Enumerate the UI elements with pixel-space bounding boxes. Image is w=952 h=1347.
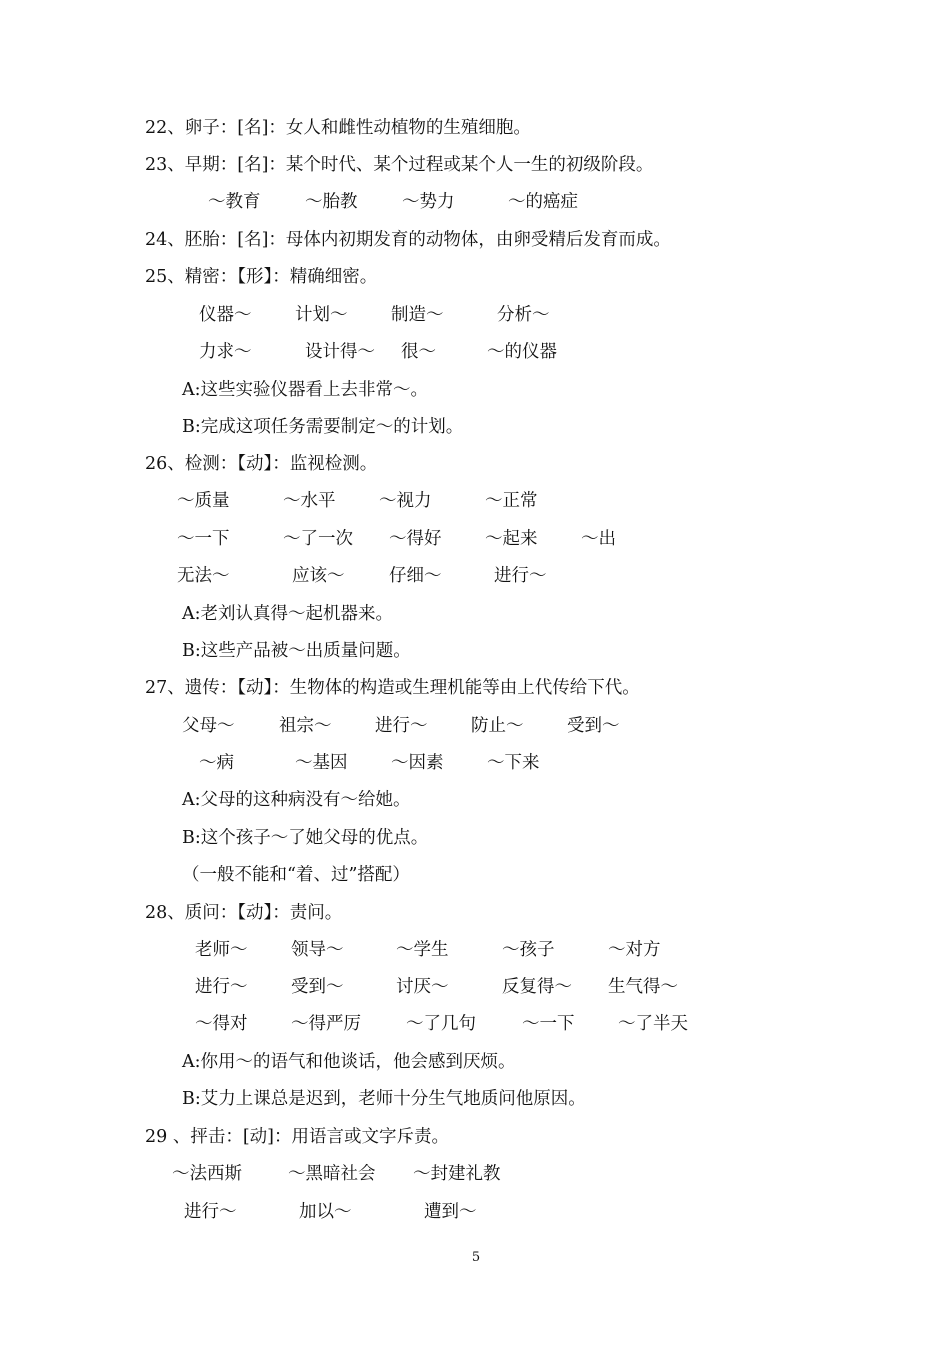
collocation: 进行～ <box>494 566 547 586</box>
collocation: ～法西斯 <box>172 1164 242 1184</box>
entry-28-definition: 28、质问：【动】：责问。 <box>145 903 343 923</box>
entry-25-example-a: A:这些实验仪器看上去非常～。 <box>182 380 429 400</box>
collocation: ～水平 <box>283 491 336 511</box>
collocation: 很～ <box>401 342 436 362</box>
collocation: ～封建礼教 <box>413 1164 501 1184</box>
collocation: ～势力 <box>402 192 455 212</box>
collocation: 加以～ <box>299 1202 352 1222</box>
collocation: ～一下 <box>177 529 230 549</box>
entry-27-example-b: B:这个孩子～了她父母的优点。 <box>182 828 429 848</box>
collocation: ～对方 <box>608 940 661 960</box>
collocation: 应该～ <box>292 566 345 586</box>
collocation: 遭到～ <box>424 1202 477 1222</box>
entry-27-example-a: A:父母的这种病没有～给她。 <box>182 790 411 810</box>
collocation: 进行～ <box>375 716 428 736</box>
collocation: 无法～ <box>177 566 230 586</box>
entry-28-example-b: B:艾力上课总是迟到，老师十分生气地质问他原因。 <box>182 1089 586 1109</box>
collocation: 仪器～ <box>199 305 252 325</box>
collocation: 分析～ <box>497 305 550 325</box>
collocation: ～下来 <box>487 753 540 773</box>
collocation: 生气得～ <box>608 977 678 997</box>
collocation: ～得严厉 <box>291 1014 361 1034</box>
collocation: ～出 <box>581 529 616 549</box>
collocation: ～教育 <box>208 192 261 212</box>
entry-27-note: （一般不能和“着、过”搭配） <box>182 865 410 885</box>
collocation: ～一下 <box>522 1014 575 1034</box>
collocation: 反复得～ <box>502 977 572 997</box>
collocation: ～学生 <box>396 940 449 960</box>
collocation: ～病 <box>199 753 234 773</box>
collocation: 讨厌～ <box>396 977 449 997</box>
page-number: 5 <box>471 1250 481 1265</box>
entry-25-definition: 25、精密：【形】：精确细密。 <box>145 267 378 287</box>
collocation: 受到～ <box>291 977 344 997</box>
entry-26-example-b: B:这些产品被～出质量问题。 <box>182 641 411 661</box>
collocation: ～了几句 <box>406 1014 476 1034</box>
collocation: 设计得～ <box>305 342 375 362</box>
entry-28-example-a: A:你用～的语气和他谈话，他会感到厌烦。 <box>182 1052 516 1072</box>
collocation: 制造～ <box>391 305 444 325</box>
collocation: 祖宗～ <box>279 716 332 736</box>
entry-24-definition: 24、胚胎：[名]：母体内初期发育的动物体，由卵受精后发育而成。 <box>145 230 671 250</box>
collocation: 领导～ <box>291 940 344 960</box>
collocation: 进行～ <box>195 977 248 997</box>
entry-25-example-b: B:完成这项任务需要制定～的计划。 <box>182 417 464 437</box>
collocation: ～孩子 <box>502 940 555 960</box>
entry-26-example-a: A:老刘认真得～起机器来。 <box>182 604 394 624</box>
collocation: 受到～ <box>567 716 620 736</box>
collocation: ～质量 <box>177 491 230 511</box>
collocation: ～的仪器 <box>487 342 557 362</box>
collocation: ～的癌症 <box>508 192 578 212</box>
collocation: ～得好 <box>389 529 442 549</box>
collocation: 计划～ <box>295 305 348 325</box>
entry-29-definition: 29 、抨击：[动]：用语言或文字斥责。 <box>145 1127 449 1147</box>
collocation: ～正常 <box>485 491 538 511</box>
collocation: 仔细～ <box>389 566 442 586</box>
collocation: 老师～ <box>195 940 248 960</box>
collocation: ～了一次 <box>283 529 353 549</box>
collocation: ～胎教 <box>305 192 358 212</box>
entry-26-definition: 26、检测：【动】：监视检测。 <box>145 454 378 474</box>
collocation: 防止～ <box>471 716 524 736</box>
collocation: 力求～ <box>199 342 252 362</box>
collocation: ～了半天 <box>618 1014 688 1034</box>
collocation: ～视力 <box>379 491 432 511</box>
entry-22-definition: 22、卵子：[名]：女人和雌性动植物的生殖细胞。 <box>145 118 531 138</box>
collocation: 进行～ <box>184 1202 237 1222</box>
collocation: ～得对 <box>195 1014 248 1034</box>
entry-23-definition: 23、早期：[名]：某个时代、某个过程或某个人一生的初级阶段。 <box>145 155 654 175</box>
collocation: 父母～ <box>182 716 235 736</box>
entry-27-definition: 27、遗传：【动】：生物体的构造或生理机能等由上代传给下代。 <box>145 678 640 698</box>
collocation: ～黑暗社会 <box>288 1164 376 1184</box>
collocation: ～因素 <box>391 753 444 773</box>
collocation: ～起来 <box>485 529 538 549</box>
collocation: ～基因 <box>295 753 348 773</box>
